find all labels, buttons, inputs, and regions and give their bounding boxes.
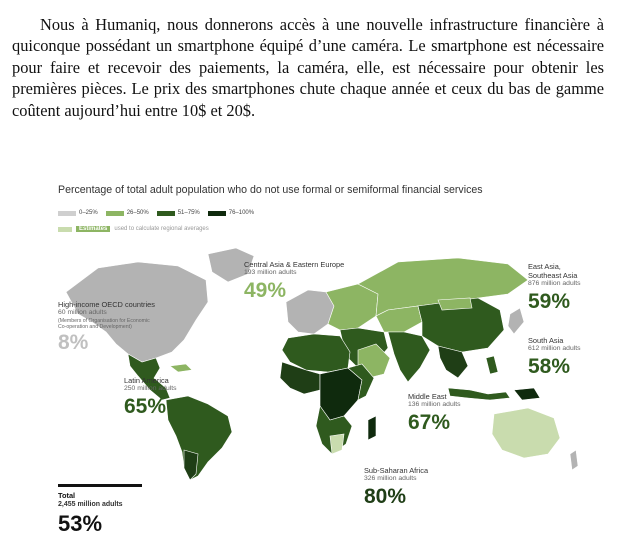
region-ssa-pct: 80% xyxy=(364,484,407,508)
legend-label-2: 51–75% xyxy=(177,210,200,216)
region-eap-name-2: Southeast Asia xyxy=(528,271,578,280)
region-eap-adults: 876 million adults xyxy=(528,280,581,287)
estimates-note: used to calculate regional averages xyxy=(114,226,209,232)
region-oecd-name: High-income OECD countries xyxy=(58,300,155,309)
figure-title: Percentage of total adult population who do not use formal or semiformal financial services xyxy=(58,184,483,196)
region-oecd-pct: 8% xyxy=(58,331,89,355)
region-ssa-adults: 326 million adults xyxy=(364,475,417,482)
region-sa-adults: 612 million adults xyxy=(528,345,581,352)
estimates-swatch xyxy=(58,227,72,232)
legend-label-3: 76–100% xyxy=(228,210,255,216)
legend-item-2 xyxy=(157,210,200,216)
region-oecd xyxy=(58,300,155,355)
map-caribbean xyxy=(170,364,192,372)
region-sa-pct: 58% xyxy=(528,354,571,378)
region-cae-name: Central Asia & Eastern Europe xyxy=(244,260,345,269)
legend-swatch-2 xyxy=(157,211,175,216)
region-me-pct: 67% xyxy=(408,410,451,434)
total-adults: 2,455 million adults xyxy=(58,501,123,508)
legend-label-0: 0–25% xyxy=(79,210,98,216)
legend-swatch-0 xyxy=(58,211,76,216)
total-name: Total xyxy=(58,491,76,500)
map-south-asia xyxy=(388,332,430,382)
legend-item-0 xyxy=(58,210,98,216)
region-eap-pct: 59% xyxy=(528,289,571,313)
region-oecd-adults: 60 million adults xyxy=(58,309,107,316)
map-new-zealand xyxy=(570,450,578,470)
total-pct: 53% xyxy=(58,511,103,536)
map-mongolia xyxy=(438,298,472,310)
region-sa xyxy=(528,336,581,379)
region-latam-name: Latin America xyxy=(124,376,169,385)
intro-paragraph: Nous à Humaniq, nous donnerons accès à une nouvelle infrastructure financière à quiconque possédant un smartphone équipé d’une caméra. Le smartphone est nécessaire pour faire et recevoir des paiements, la caméra, elle, est nécessaire pour obtenir les premières pièces. Le prix des smartphones chute chaque année et ceux du bas de gamme coûtent aujourd’hui entre 10$ et 20$. xyxy=(12,15,604,120)
legend-item-1 xyxy=(106,210,149,216)
map-central-africa xyxy=(320,368,362,420)
region-latam xyxy=(124,376,177,419)
total-rule xyxy=(58,484,142,487)
region-ssa-name: Sub-Saharan Africa xyxy=(364,466,429,475)
legend xyxy=(58,210,254,232)
total-summary xyxy=(58,491,123,537)
region-me-adults: 136 million adults xyxy=(408,401,461,408)
map-south-africa-estimate xyxy=(330,434,344,454)
estimates-label: Estimates xyxy=(76,226,110,232)
region-oecd-note-1: (Members of Organisation for Economic xyxy=(58,317,150,324)
region-oecd-note-2: Co-operation and Development) xyxy=(58,323,132,330)
estimates-legend xyxy=(58,226,254,232)
region-cae-pct: 49% xyxy=(244,278,287,302)
region-cae xyxy=(244,260,344,303)
region-me-name: Middle East xyxy=(408,392,447,401)
legend-swatch-3 xyxy=(208,211,226,216)
region-sa-name: South Asia xyxy=(528,336,564,345)
map-australia xyxy=(492,408,560,458)
region-eap-name-1: East Asia, xyxy=(528,262,561,271)
map-papua xyxy=(514,388,540,400)
region-me xyxy=(408,392,461,435)
region-ssa xyxy=(364,466,428,509)
region-latam-adults: 250 million adults xyxy=(124,385,177,392)
map-japan xyxy=(508,308,524,334)
region-latam-pct: 65% xyxy=(124,394,167,418)
legend-item-3 xyxy=(208,210,254,216)
legend-label-1: 26–50% xyxy=(126,210,149,216)
unbanked-map-figure xyxy=(58,180,598,544)
region-eap xyxy=(528,262,581,314)
region-cae-adults: 193 million adults xyxy=(244,269,297,276)
legend-swatch-1 xyxy=(106,211,124,216)
map-philippines xyxy=(486,356,498,374)
map-madagascar xyxy=(368,416,376,440)
